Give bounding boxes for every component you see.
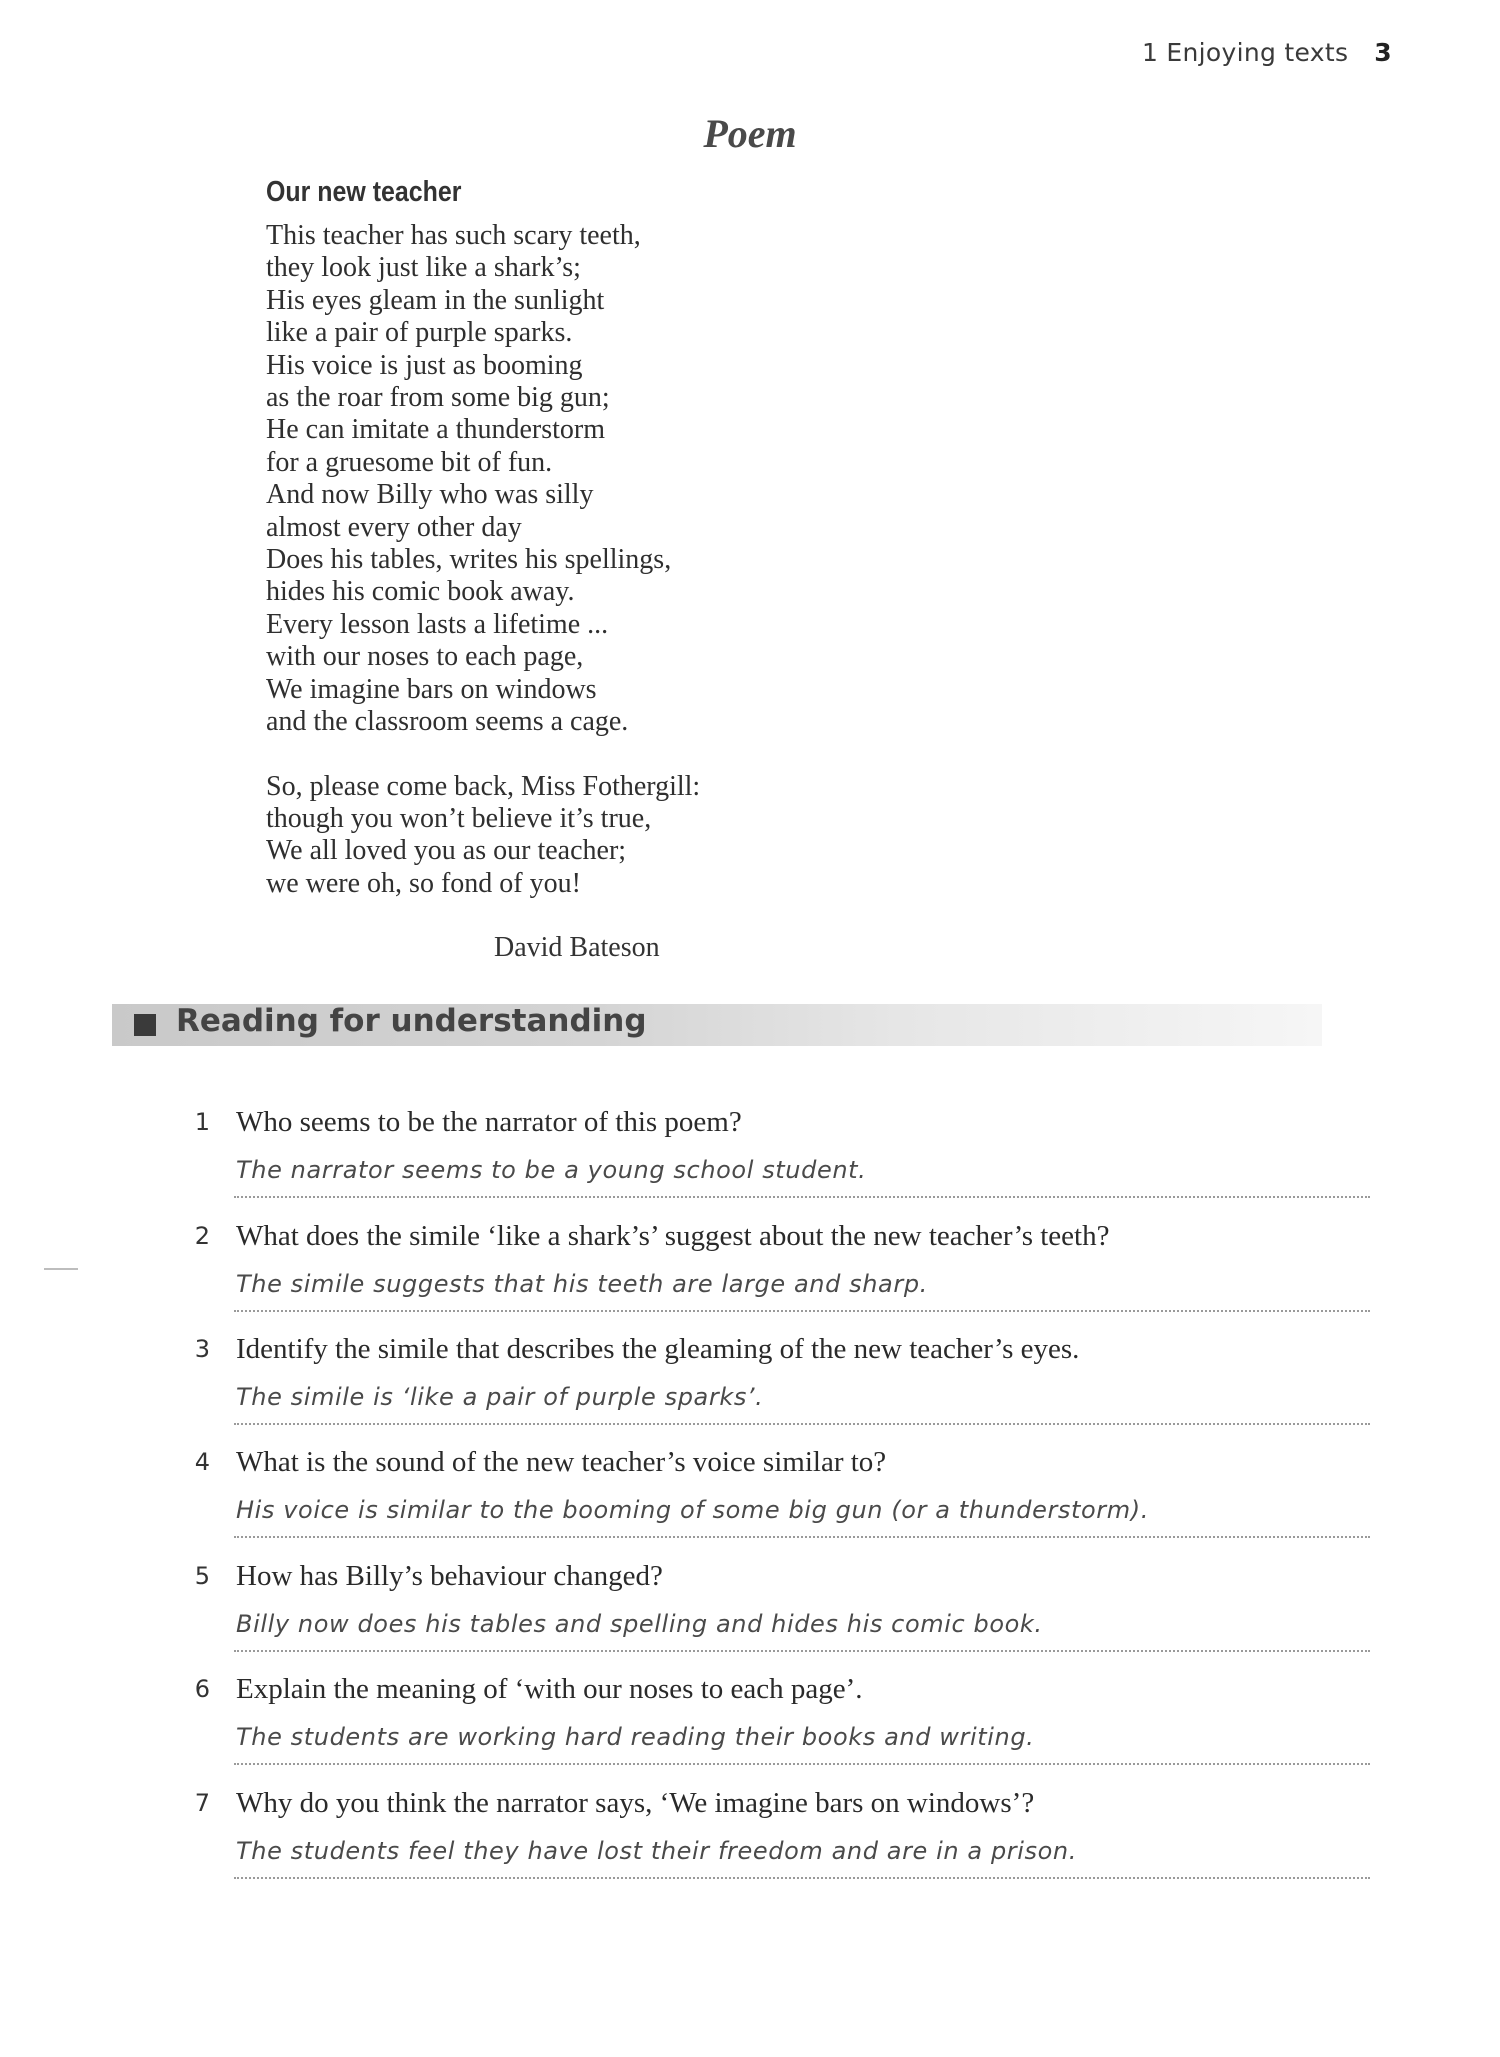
poem-line: though you won’t believe it’s true, (266, 802, 652, 834)
question-number: 7 (194, 1789, 210, 1817)
poem-line: hides his comic book away. (266, 576, 575, 608)
poem-title: Our new teacher (266, 176, 462, 208)
poem-line: Does his tables, writes his spellings, (266, 544, 672, 576)
answer-line (234, 1310, 1370, 1312)
answer-line (234, 1196, 1370, 1198)
poem-line: and the classroom seems a cage. (266, 706, 629, 738)
question-text: What is the sound of the new teacher’s voice similar to? (236, 1446, 887, 1478)
question-number: 2 (194, 1222, 210, 1250)
poem-line: we were oh, so fond of you! (266, 867, 581, 899)
poem-body (266, 220, 786, 900)
section-label-text: Poem (703, 111, 797, 156)
question-number: 4 (194, 1448, 210, 1476)
answer-line (234, 1763, 1370, 1765)
margin-mark (44, 1268, 78, 1270)
answer-text: The narrator seems to be a young school student. (236, 1156, 867, 1184)
question-text: Explain the meaning of ‘with our noses to each page’. (236, 1673, 863, 1705)
chapter-title: 1 Enjoying texts (1141, 38, 1349, 67)
page-number: 3 (1374, 38, 1392, 67)
answer-text: The students are working hard reading their books and writing. (236, 1723, 1035, 1751)
answer-line (234, 1536, 1370, 1538)
poem-line: We imagine bars on windows (266, 673, 597, 705)
poem-line: almost every other day (266, 511, 522, 543)
question-text: How has Billy’s behaviour changed? (236, 1560, 663, 1592)
answer-text: The students feel they have lost their freedom and are in a prison. (236, 1837, 1077, 1865)
stanza-break (266, 739, 786, 771)
poem-line: And now Billy who was silly (266, 479, 594, 511)
poem-line: We all loved you as our teacher; (266, 835, 627, 867)
poem-line: with our noses to each page, (266, 641, 584, 673)
question-number: 6 (194, 1675, 210, 1703)
poem-line: they look just like a shark’s; (266, 252, 581, 284)
question-number: 5 (194, 1562, 210, 1590)
answer-line (234, 1877, 1370, 1879)
poem-line: like a pair of purple sparks. (266, 317, 573, 349)
answer-line (234, 1423, 1370, 1425)
question-number: 1 (194, 1108, 210, 1136)
poem-line: His voice is just as booming (266, 349, 583, 381)
running-head (1142, 38, 1392, 67)
poem-line: This teacher has such scary teeth, (266, 220, 641, 251)
poem-line: Every lesson lasts a lifetime ... (266, 608, 609, 640)
poem-line: for a gruesome bit of fun. (266, 446, 553, 478)
poem-line: His eyes gleam in the sunlight (266, 284, 605, 316)
poem-line: as the roar from some big gun; (266, 382, 610, 414)
poem-line: He can imitate a thunderstorm (266, 414, 605, 446)
answer-text: Billy now does his tables and spelling and hides his comic book. (236, 1610, 1043, 1638)
poem-line: So, please come back, Miss Fothergill: (266, 770, 701, 802)
answer-text: The simile suggests that his teeth are large and sharp. (236, 1270, 928, 1298)
answer-line (234, 1650, 1370, 1652)
question-text: Why do you think the narrator says, ‘We imagine bars on windows’? (236, 1787, 1035, 1819)
question-text: What does the simile ‘like a shark’s’ suggest about the new teacher’s teeth? (236, 1220, 1110, 1252)
answer-text: The simile is ‘like a pair of purple sparks’. (236, 1383, 764, 1411)
square-bullet-icon (134, 1014, 156, 1036)
question-text: Who seems to be the narrator of this poem? (236, 1106, 742, 1138)
question-text: Identify the simile that describes the gleaming of the new teacher’s eyes. (236, 1333, 1080, 1365)
poem-author: David Bateson (494, 932, 660, 963)
answer-text: His voice is similar to the booming of some big gun (or a thunderstorm). (236, 1496, 1149, 1524)
section-label (0, 110, 1500, 157)
section-heading: Reading for understanding (176, 1003, 647, 1039)
question-number: 3 (194, 1335, 210, 1363)
